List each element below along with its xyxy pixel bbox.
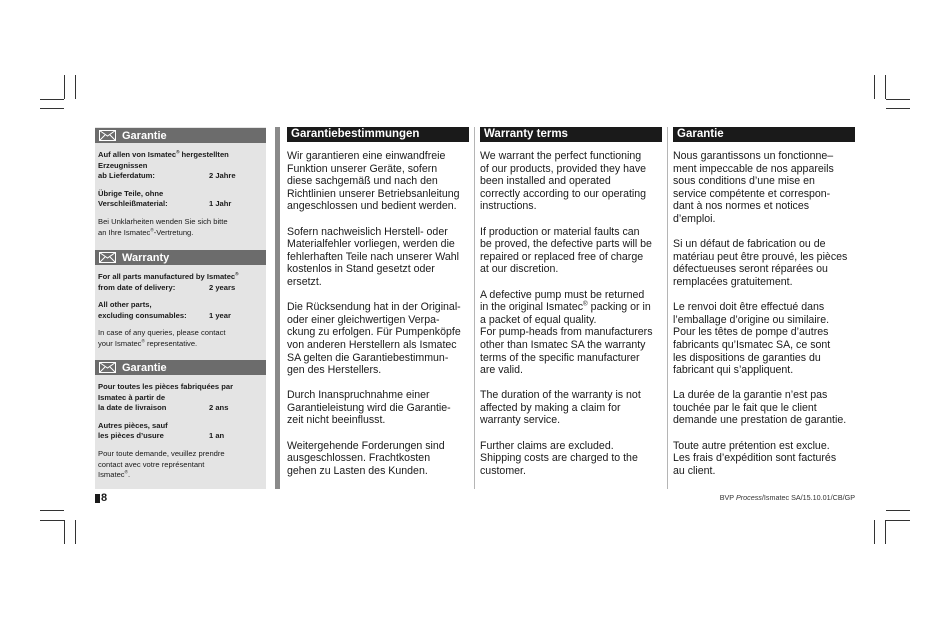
text-line: Pour les têtes de pompe d’autres [673,326,829,339]
ref-text: Process [735,493,762,502]
sidebar-section-body [98,382,263,481]
paragraph [480,150,668,213]
text-line: gen des Herstellers. [287,364,382,377]
paragraph [673,238,863,288]
text-line: packing or in [587,301,651,314]
text-line: La durée de la garantie n’est pas [673,389,828,402]
envelope-icon [99,252,116,263]
text-line: l’emballage d’origine ou similaire. [673,313,830,326]
crop-mark [874,75,875,99]
text-line: fehlerhaften Teile nach unserer Wahl [287,250,459,263]
crop-mark [75,520,76,544]
note-line: your Ismatec [98,338,142,348]
text-line: Materialfehler vorliegen, werden die [287,238,455,251]
period-value: 2 Jahre [209,171,236,181]
text-line: oder einer gleichwertigen Verpa- [287,313,440,326]
text-line: been installed and operated [480,175,611,188]
text-line: service compétente et correspon- [673,187,831,200]
text-line: angeschlossen und bedient werden. [287,200,457,213]
text-line: Weitergehende Forderungen sind [287,439,445,452]
text-line: Sofern nachweislich Herstell- oder [287,225,448,238]
sidebar-section-body [98,272,263,350]
crop-mark [40,520,64,521]
crop-mark [874,520,875,544]
paragraph [673,389,863,427]
text-line: hergestellten [179,150,229,159]
period-label: la date de livraison [98,403,167,413]
period-label: les pièces d’usure [98,431,164,441]
period-label: Verschleißmaterial: [98,199,168,209]
text-line: All other parts, [98,300,152,310]
text-line: Übrige Teile, ohne [98,188,164,198]
paragraph [480,389,668,427]
text-line: Autres pièces, sauf [98,420,168,430]
text-line: matériau peut être prouvé, les pièces [673,250,848,263]
text-line: zeit nicht beeinflusst. [287,414,386,427]
registered-mark: ® [235,271,239,277]
crop-mark [40,510,64,511]
paragraph [287,440,473,478]
text-line: Si un défaut de fabrication ou de [673,238,826,251]
crop-mark [886,510,910,511]
period-value: 1 year [209,310,231,320]
text-line: be proved, the defective parts will be [480,238,652,251]
text-line: défectueuses seront réparées ou [673,263,828,276]
page-number-text: 8 [101,492,108,504]
sidebar-section-title: Garantie [122,361,167,374]
text-line: are valid. [480,364,523,377]
page-number [95,492,107,504]
registered-mark: ® [150,227,154,233]
paragraph [673,150,863,226]
registered-mark: ® [583,300,588,308]
text-line: ausgeschlossen. Frachtkosten [287,452,431,465]
crop-mark [885,75,886,99]
text-line: warranty service. [480,414,561,427]
paragraph [287,226,473,289]
note-line: Pour toute demande, veuillez prendre [98,448,225,458]
text-line: Funktion unserer Geräte, sofern [287,162,438,175]
text-line: dant à nos normes et notices [673,200,810,213]
ref-text: /Ismatec SA/15.10.01/CB/GP [761,493,855,502]
crop-mark [75,75,76,99]
sidebar-section-body [98,150,263,238]
text-line: SA gelten die Garantiebestimmun- [287,351,449,364]
text-line: Pour toutes les pièces fabriquées par [98,382,234,391]
page-marker [95,494,100,503]
text-line: ckung zu erfolgen. Für Pumpenköpfe [287,326,461,339]
ref-text: BVP [719,493,736,502]
column-divider [474,127,475,489]
registered-mark: ® [141,338,145,344]
column-divider [667,127,668,489]
note-line: . [127,470,131,480]
text-line: Further claims are excluded. [480,439,614,452]
text-line: For pump-heads from manufacturers [480,326,653,339]
text-line: Die Rücksendung hat in der Original- [287,301,461,314]
text-line: gehen zu Lasten des Kunden. [287,464,428,477]
sidebar-section-title: Warranty [122,251,170,264]
document-reference [720,493,855,502]
period-label: excluding consumables: [98,310,187,320]
note-line: In case of any queries, please contact [98,328,226,338]
period-value: 1 Jahr [209,199,232,209]
paragraph [673,301,863,377]
text-line: A defective pump must be returned [480,288,645,301]
period-value: 2 ans [209,403,229,413]
crop-mark [886,99,910,100]
sidebar-section-header [95,360,266,375]
text-line: repaired or replaced free of charge [480,250,644,263]
text-line: a packet of equal quality. [480,313,597,326]
text-line: Garantieleistung wird die Garantie- [287,401,451,414]
crop-mark [64,520,65,544]
note-line: an Ihre Ismatec [98,227,151,237]
text-line: ersetzt. [287,275,322,288]
text-line: The duration of the warranty is not [480,389,641,402]
text-line: Shipping costs are charged to the [480,452,638,465]
sidebar-edge-bar [275,127,280,489]
paragraph [480,440,668,478]
period-label: from date of delivery: [98,282,176,292]
note-line: Bei Unklarheiten wenden Sie sich bitte [98,216,228,226]
sidebar-section-title: Garantie [122,129,167,142]
paragraph [287,150,473,213]
text-line: other than Ismatec SA the warranty [480,338,646,351]
crop-mark [886,108,910,109]
text-line: of our products, provided they have [480,162,647,175]
crop-mark [885,520,886,544]
text-line: Wir garantieren eine einwandfreie [287,150,446,162]
text-line: in the original Ismatec [480,301,584,314]
text-line: remplacées gratuitement. [673,275,793,288]
text-line: Ismatec à partir de [98,392,166,402]
text-line: terms of the specific manufacturer [480,351,640,364]
text-line: Le renvoi doit être effectué dans [673,301,825,314]
text-line: Les frais d’expédition sont facturés [673,452,837,465]
text-line: demande une prestation de garantie. [673,414,847,427]
text-line: If production or material faults can [480,225,640,238]
crop-mark [886,520,910,521]
text-line: fabricant qui s’appliquent. [673,364,794,377]
paragraph [480,289,668,377]
text-line: touchée par le fait que le client [673,401,817,414]
envelope-icon [99,130,116,141]
text-line: Erzeugnissen [98,160,148,170]
column-title-fr: Garantie [673,127,855,142]
paragraph [673,440,863,478]
text-line: Auf allen von Ismatec [98,150,177,159]
note-line: representative. [144,338,198,348]
text-line: von anderen Herstellern als Ismatec [287,338,457,351]
text-line: customer. [480,464,526,477]
envelope-icon [99,362,116,373]
column-text-en [480,150,668,490]
note-line: contact avec votre représentant [98,459,205,469]
text-line: at our discretion. [480,263,559,276]
paragraph [287,389,473,427]
text-line: fabricants qu’Ismatec SA, ce sont [673,338,831,351]
registered-mark: ® [124,469,128,475]
column-title-de: Garantiebestimmungen [287,127,469,142]
text-line: Richtlinien unserer Betriebsanleitung [287,187,460,200]
text-line: Durch Inanspruchnahme einer [287,389,430,402]
text-line: We warrant the perfect functioning [480,150,642,162]
text-line: les dispositions de garanties du [673,351,821,364]
period-label: ab Lieferdatum: [98,171,155,181]
crop-mark [40,99,64,100]
paragraph [480,226,668,276]
sidebar-section-header [95,128,266,143]
text-line: Nous garantissons un fonctionne– [673,150,834,162]
period-value: 1 an [209,431,225,441]
column-text-fr [673,150,863,490]
text-line: ment impeccable de nos appareils [673,162,834,175]
crop-mark [64,75,65,99]
note-line: -Vertretung. [153,227,194,237]
column-text-de [287,150,473,490]
column-title-en: Warranty terms [480,127,662,142]
warranty-summary-sidebar [95,127,266,489]
registered-mark: ® [176,149,180,155]
text-line: au client. [673,464,716,477]
text-line: kostenlos in Stand gesetzt oder [287,263,435,276]
text-line: Toute autre prétention est exclue. [673,439,830,452]
text-line: correctly according to our operating [480,187,647,200]
text-line: affected by making a claim for [480,401,621,414]
text-line: d’emploi. [673,212,716,225]
text-line: instructions. [480,200,537,213]
text-line: sous conditions d’une mise en [673,175,815,188]
sidebar-section-header [95,250,266,265]
note-line: Ismatec [98,470,125,480]
period-value: 2 years [209,282,236,292]
text-line: diese sachgemäß und nach den [287,175,438,188]
paragraph [287,301,473,377]
crop-mark [40,108,64,109]
text-line: For all parts manufactured by Ismatec [98,272,236,281]
